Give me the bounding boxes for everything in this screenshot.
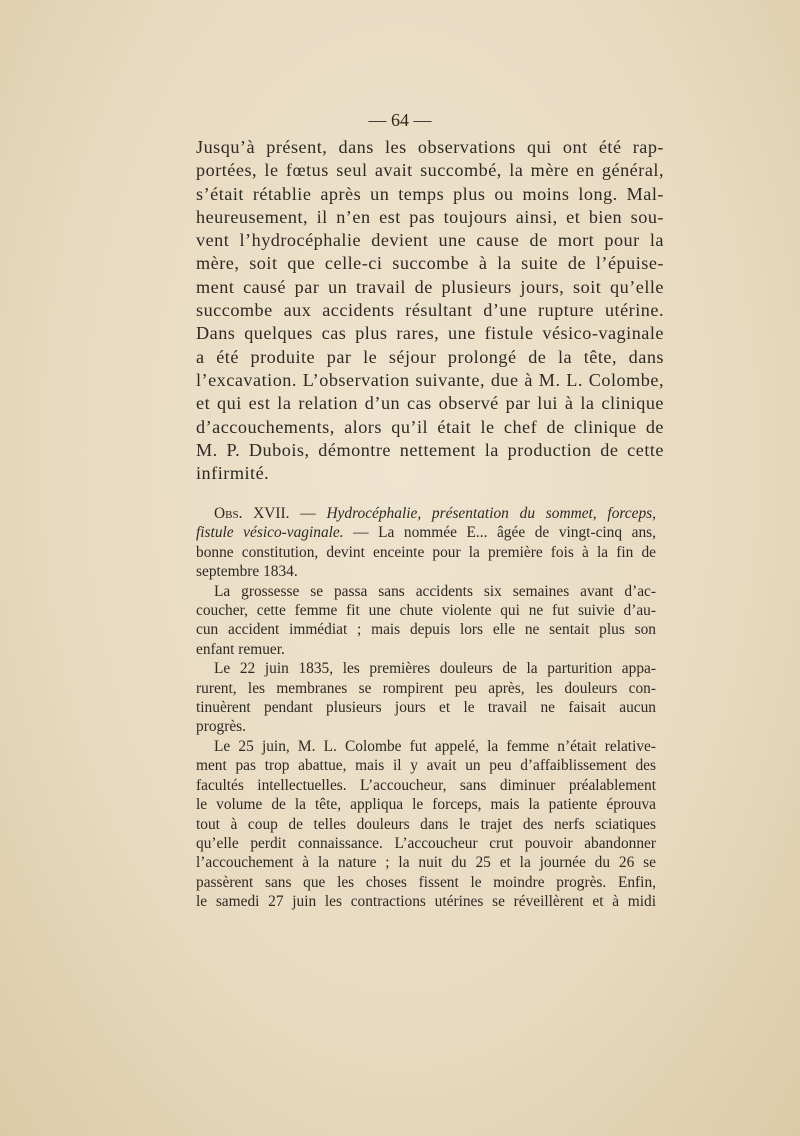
text-line: tout à coup de telles douleurs dans le trajet des nerfs sciatiques xyxy=(196,815,656,833)
text-line: passèrent sans que les choses fissent le moindre progrès. Enfin, xyxy=(196,873,656,891)
observation-heading xyxy=(196,504,656,523)
text-line: mère, soit que celle-ci succombe à la suite de l’épuise- xyxy=(196,253,664,274)
observation-text: — La nommée E... âgée de vingt-cinq ans, xyxy=(343,524,657,542)
observation-title: Hydrocéphalie, présentation du sommet, forceps, xyxy=(326,505,657,522)
text-line: vent l’hydrocéphalie devient une cause de mort pour la xyxy=(196,230,664,251)
text-line xyxy=(196,523,656,542)
text-line: tinuèrent pendant plusieurs jours et le travail ne faisait aucun xyxy=(196,699,656,717)
observation-title-continued: fistule vésico-vaginale. xyxy=(196,524,344,542)
text-line: cun accident immédiat ; mais depuis lors elle ne sentait plus son xyxy=(196,621,656,639)
heading-dash: — xyxy=(289,505,327,522)
observation-number: Obs. XVII. xyxy=(214,505,290,522)
text-line: Dans quelques cas plus rares, une fistule vésico-vaginale xyxy=(196,323,664,344)
text-line: M. P. Dubois, démontre nettement la production de cette xyxy=(196,439,664,460)
text-line: s’était rétablie après un temps plus ou moins long. Mal- xyxy=(196,183,664,204)
text-line: qu’elle perdit connaissance. L’accoucheur crut pouvoir abandonner xyxy=(196,834,656,852)
text-line: septembre 1834. xyxy=(196,563,298,581)
text-line: le samedi 27 juin les contractions utérines se réveillèrent et à midi xyxy=(196,893,656,911)
text-line: coucher, cette femme fit une chute violente qui ne fut suivie d’au- xyxy=(196,602,656,620)
text-line: La grossesse se passa sans accidents six semaines avant d’ac- xyxy=(214,582,656,600)
text-line: l’accouchement à la nature ; la nuit du 25 et la journée du 26 se xyxy=(196,854,656,872)
text-line: enfant remuer. xyxy=(196,640,285,658)
text-line: a été produite par le séjour prolongé de la tête, dans xyxy=(196,346,664,367)
text-line: Jusqu’à présent, dans les observations qui ont été rap- xyxy=(196,137,664,157)
text-line: progrès. xyxy=(196,718,247,736)
text-line: portées, le fœtus seul avait succombé, la mère en général, xyxy=(196,160,664,181)
text-line: le volume de la tête, appliqua le forceps, mais la patiente éprouva xyxy=(196,796,656,814)
text-line: infirmité. xyxy=(196,463,270,484)
text-line: facultés intellectuelles. L’accoucheur, sans diminuer préalablement xyxy=(196,776,656,794)
text-line: bonne constitution, devint enceinte pour la première fois à la fin de xyxy=(196,543,656,561)
text-line: Le 22 juin 1835, les premières douleurs de la parturition appa- xyxy=(214,660,656,678)
text-line: rurent, les membranes se rompirent peu après, les douleurs con- xyxy=(196,679,656,697)
observation-section xyxy=(196,504,656,912)
text-line: succombe aux accidents résultant d’une rupture utérine. xyxy=(196,300,664,321)
intro-paragraph xyxy=(196,136,664,485)
text-line: heureusement, il n’en est pas toujours ainsi, et bien sou- xyxy=(196,206,664,227)
text-line: d’accouchements, alors qu’il était le chef de clinique de xyxy=(196,416,664,437)
text-line: l’excavation. L’observation suivante, due à M. L. Colombe, xyxy=(196,369,664,390)
text-line: ment pas trop abattue, mais il y avait un peu d’affaiblissement des xyxy=(196,757,656,775)
text-line: et qui est la relation d’un cas observé par lui à la clinique xyxy=(196,393,664,414)
page-number: — 64 — xyxy=(368,110,432,130)
text-line: Le 25 juin, M. L. Colombe fut appelé, la femme n’était relative- xyxy=(214,737,656,755)
text-line: ment causé par un travail de plusieurs jours, soit qu’elle xyxy=(196,276,664,297)
